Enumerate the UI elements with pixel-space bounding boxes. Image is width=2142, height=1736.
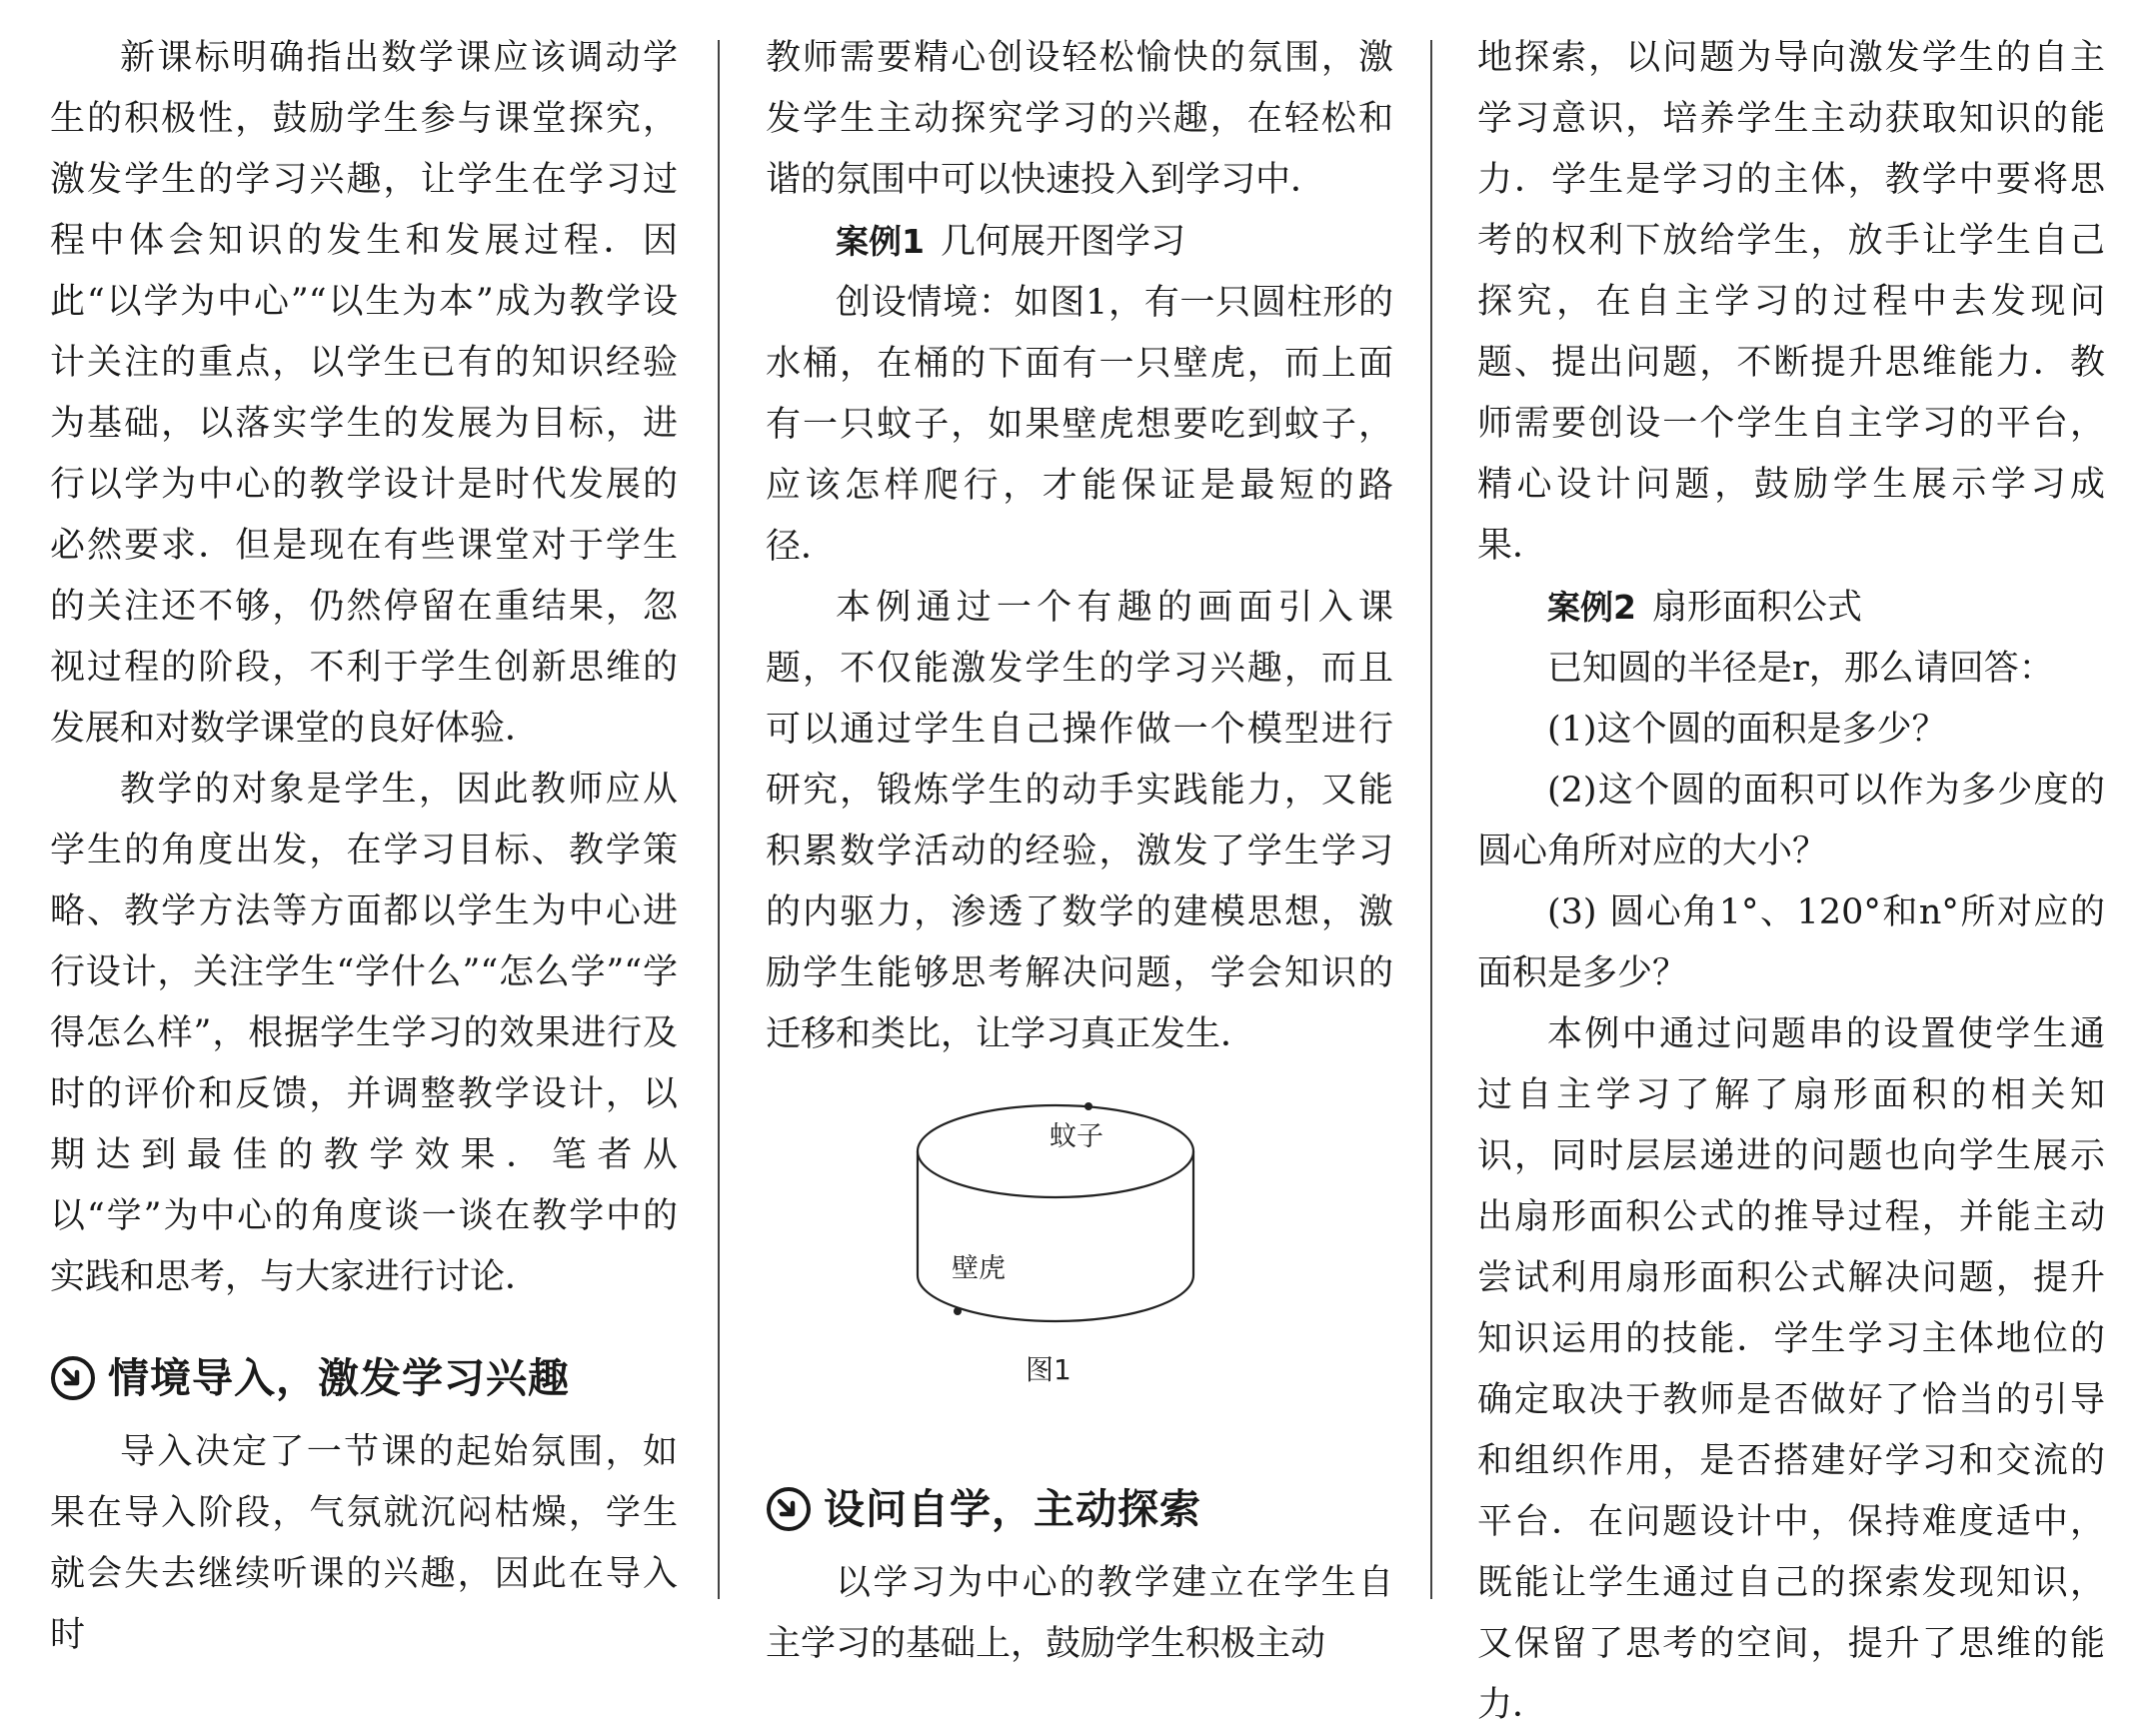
column-right xyxy=(1477,28,2105,1736)
paragraph: 地探索，以问题为导向激发学生的自主学习意识，培养学生主动获取知识的能力．学生是学习的主体，教学中要将思考的权利下放给学生，放手让学生自己探究，在自主学习的过程中去发现问题、提出问题，不断提升思维能力．教师需要创设一个学生自主学习的平台，精心设计问题，鼓励学生展示学习成果． xyxy=(1477,38,2105,566)
case-name: 扇形面积公式 xyxy=(1651,588,1862,628)
paragraph: 以学习为中心的教学建立在学生自主学习的基础上，鼓励学生积极主动 xyxy=(766,1563,1393,1664)
paragraph: 本例通过一个有趣的画面引入课题，不仅能激发学生的学习兴趣，而且可以通过学生自己操作做一个模型进行研究，锻炼学生的动手实践能力，又能积累数学活动的经验，激发了学生学习的内驱力，渗透了数学的建模思想，激励学生能够思考解决问题，学会知识的迁移和类比，让学习真正发生． xyxy=(766,588,1393,1054)
cylinder-diagram xyxy=(766,1083,1393,1439)
section-title: 设问自学，主动探索 xyxy=(824,1484,1201,1533)
figure-caption: 图1 xyxy=(1026,1353,1071,1386)
section-heading xyxy=(50,1338,678,1418)
question-item: (2)这个圆的面积可以作为多少度的圆心角所对应的大小？ xyxy=(1477,771,2105,871)
paragraph: 新课标明确指出数学课应该调动学生的积极性，鼓励学生参与课堂探究，激发学生的学习兴趣，让学生在学习过程中体会知识的发生和发展过程．因此“以学为中心”“以生为本”成为教学设计关注的重点，以学生已有的知识经验为基础，以落实学生的发展为目标，进行以学为中心的教学设计是时代发展的必然要求．但是现在有些课堂对于学生的关注还不够，仍然停留在重结果，忽视过程的阶段，不利于学生创新思维的发展和对数学课堂的良好体验． xyxy=(50,38,678,749)
gecko-point xyxy=(954,1307,962,1315)
paragraph: 本例中通过问题串的设置使学生通过自主学习了解了扇形面积的相关知识，同时层层递进的问题也向学生展示出扇形面积公式的推导过程，并能主动尝试利用扇形面积公式解决问题，提升知识运用的技能．学生学习主体地位的确定取决于教师是否做好了恰当的引导和组织作用，是否搭建好学习和交流的平台．在问题设计中，保持难度适中，既能让学生通过自己的探索发现知识，又保留了思考的空间，提升了思维的能力． xyxy=(1477,1014,2105,1725)
mosquito-label: 蚊子 xyxy=(1050,1121,1103,1152)
case-label: 案例1 xyxy=(836,222,925,261)
question-intro: 已知圆的半径是r，那么请回答： xyxy=(1547,649,2054,689)
column-divider xyxy=(718,40,720,1599)
column-left xyxy=(50,28,678,1666)
case-heading xyxy=(766,211,1393,273)
question-item: (1)这个圆的面积是多少？ xyxy=(1547,710,1947,750)
section-arrow-icon xyxy=(50,1355,96,1401)
section-title: 情境导入，激发学习兴趣 xyxy=(108,1353,570,1402)
figure-cylinder xyxy=(766,1083,1393,1439)
case-name: 几何展开图学习 xyxy=(940,222,1185,262)
question-item: (3) 圆心角1°、120°和n°所对应的面积是多少？ xyxy=(1477,892,2105,993)
case-heading xyxy=(1477,577,2105,639)
gecko-label: 壁虎 xyxy=(952,1253,1006,1284)
column-middle xyxy=(766,28,1393,1675)
case-label: 案例2 xyxy=(1547,588,1636,627)
mosquito-point xyxy=(1084,1102,1092,1110)
paragraph: 导入决定了一节课的起始氛围，如果在导入阶段，气氛就沉闷枯燥，学生就会失去继续听课的兴趣，因此在导入时 xyxy=(50,1432,678,1655)
paragraph: 创设情境：如图1，有一只圆柱形的水桶，在桶的下面有一只壁虎，而上面有一只蚊子，如果壁虎想要吃到蚊子，应该怎样爬行，才能保证是最短的路径． xyxy=(766,283,1393,567)
column-divider xyxy=(1430,40,1432,1599)
paragraph: 教师需要精心创设轻松愉快的氛围，激发学生主动探究学习的兴趣，在轻松和谐的氛围中可以快速投入到学习中． xyxy=(766,38,1393,200)
section-arrow-icon xyxy=(766,1486,812,1532)
section-heading xyxy=(766,1469,1393,1549)
paragraph: 教学的对象是学生，因此教师应从学生的角度出发，在学习目标、教学策略、教学方法等方面都以学生为中心进行设计，关注学生“学什么”“怎么学”“学得怎么样”，根据学生学习的效果进行及时的评价和反馈，并调整教学设计，以期达到最佳的教学效果．笔者从以“学”为中心的角度谈一谈在教学中的实践和思考，与大家进行讨论． xyxy=(50,770,678,1297)
